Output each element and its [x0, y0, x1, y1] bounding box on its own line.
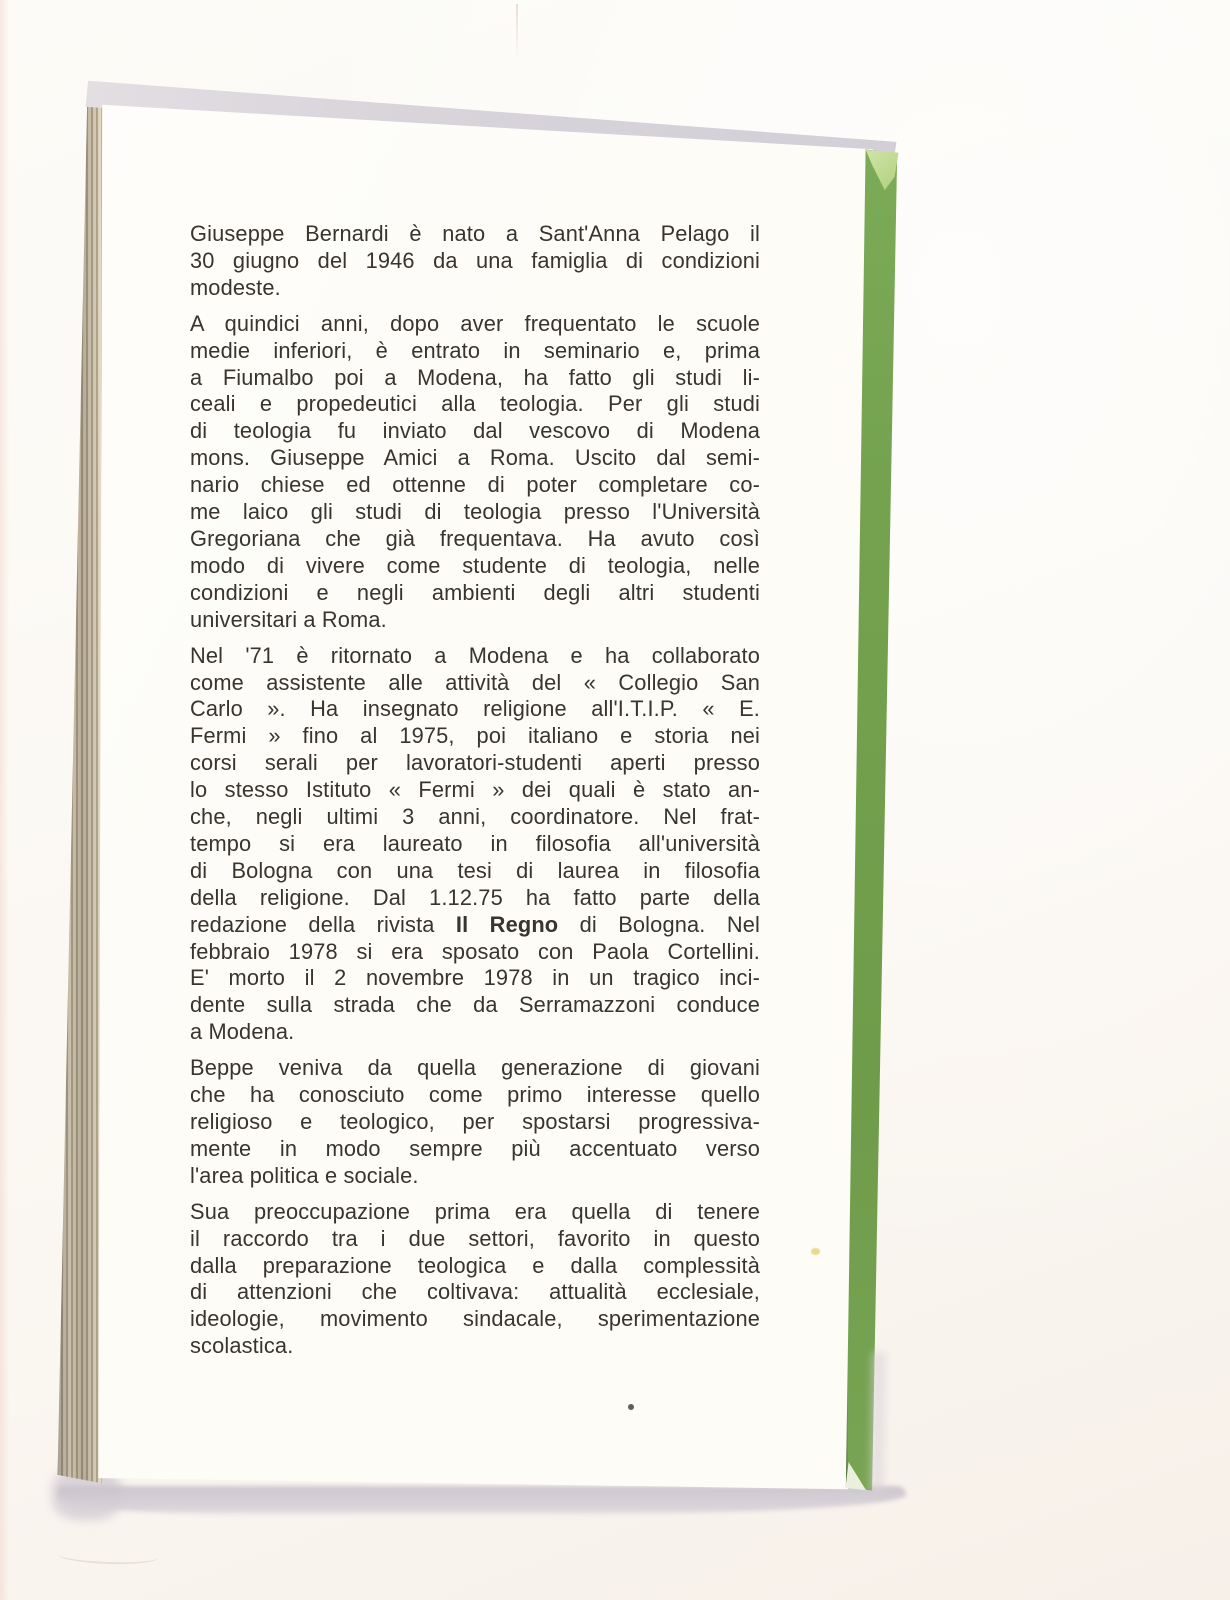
text-line: febbraio 1978 si era sposato con Paola Cortellini. — [190, 938, 760, 964]
paragraph — [190, 311, 760, 634]
text-line: a Fiumalbo poi a Modena, ha fatto gli studi li- — [190, 364, 760, 390]
text-line: 30 giugno del 1946 da una famiglia di condizioni — [190, 247, 760, 273]
text-line: tempo si era laureato in filosofia all'università — [190, 830, 760, 856]
text-line: A quindici anni, dopo aver frequentato le scuole — [190, 310, 760, 336]
text-line: E' morto il 2 novembre 1978 in un tragico inci- — [190, 965, 760, 991]
text-line: religioso e teologico, per spostarsi progressiva- — [190, 1109, 760, 1134]
text-line: me laico gli studi di teologia presso l'Università — [190, 499, 760, 525]
text-line: il raccordo tra i due settori, favorito in questo — [190, 1225, 760, 1251]
scan-scratch-bottom — [58, 1546, 158, 1565]
biography-text — [190, 221, 760, 1369]
paragraph — [190, 221, 760, 302]
text-line: universitari a Roma. — [190, 606, 387, 632]
text-line: ideologie, movimento sindacale, sperimentazione — [190, 1306, 760, 1332]
text-line: Carlo ». Ha insegnato religione all'I.T.I.P. « E. — [190, 696, 760, 722]
text-line: l'area politica e sociale. — [190, 1162, 419, 1188]
text-line: Gregoriana che già frequentava. Ha avuto così — [190, 525, 760, 551]
text-line: di attenzioni che coltivava: attualità ecclesiale, — [190, 1279, 760, 1305]
text-line: dente sulla strada che da Serramazzoni conduce — [190, 992, 760, 1018]
text-line: mente in modo sempre più accentuato verso — [190, 1135, 760, 1161]
text-line: Sua preoccupazione prima era quella di tenere — [190, 1198, 760, 1224]
ink-dot — [628, 1404, 634, 1410]
text-line: che ha conosciuto come primo interesse quello — [190, 1082, 760, 1108]
paragraph — [190, 1199, 760, 1360]
text-line: mons. Giuseppe Amici a Roma. Uscito dal semi- — [190, 445, 760, 471]
text-line: Nel '71 è ritornato a Modena e ha collaborato — [190, 642, 760, 668]
text-line: Giuseppe Bernardi è nato a Sant'Anna Pelago il — [190, 221, 760, 246]
text-line: redazione della rivista Il Regno di Bologna. Nel — [190, 911, 760, 937]
text-line: nario chiese ed ottenne di poter completare co- — [190, 472, 760, 498]
text-line: a Modena. — [190, 1019, 295, 1045]
book-shadow — [58, 1486, 906, 1516]
text-line: lo stesso Istituto « Fermi » dei quali è stato an- — [190, 777, 760, 803]
text-line: come assistente alle attività del « Collegio San — [190, 669, 760, 695]
text-line: della religione. Dal 1.12.75 ha fatto parte della — [190, 884, 760, 910]
text-line: corsi serali per lavoratori-studenti aperti presso — [190, 750, 760, 776]
scan-scratch-top — [516, 4, 518, 60]
paragraph — [190, 643, 760, 1047]
text-line: Beppe veniva da quella generazione di giovani — [190, 1055, 760, 1081]
text-line: medie inferiori, è entrato in seminario e, prima — [190, 337, 760, 363]
scan-edge-tint — [0, 0, 9, 1600]
yellow-speck — [811, 1248, 820, 1255]
text-line: modeste. — [190, 274, 281, 300]
text-line: dalla preparazione teologica e dalla complessità — [190, 1252, 760, 1278]
text-line: condizioni e negli ambienti degli altri studenti — [190, 579, 760, 605]
text-line: ceali e propedeutici alla teologia. Per gli studi — [190, 391, 760, 417]
text-line: modo di vivere come studente di teologia, nelle — [190, 552, 760, 578]
text-line: che, negli ultimi 3 anni, coordinatore. Nel frat- — [190, 804, 760, 830]
cover-edge-shadow — [870, 1352, 886, 1492]
text-line: di teologia fu inviato dal vescovo di Modena — [190, 418, 760, 444]
text-line: Fermi » fino al 1975, poi italiano e storia nei — [190, 723, 760, 749]
paragraph — [190, 1055, 760, 1190]
text-line: scolastica. — [190, 1333, 294, 1359]
text-line: di Bologna con una tesi di laurea in filosofia — [190, 857, 760, 883]
